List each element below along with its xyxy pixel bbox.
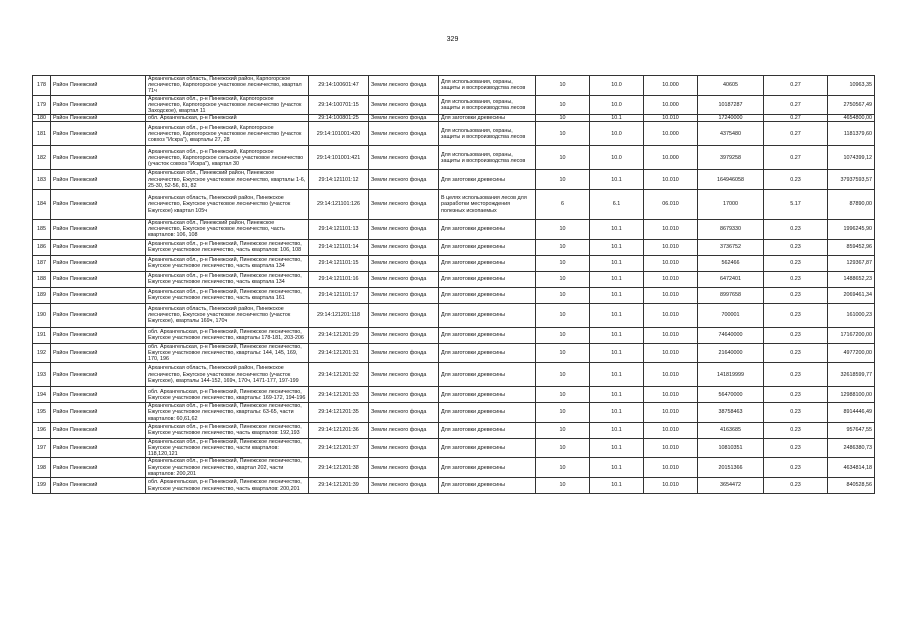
code-c-cell: 10.010	[644, 438, 698, 458]
value-cell: 2069461,34	[828, 287, 875, 303]
row-number: 192	[33, 343, 51, 363]
cadastral-number-cell: 29:14:121201:29	[309, 327, 369, 343]
table-row	[33, 115, 875, 122]
area-cell: 10810351	[698, 438, 764, 458]
rate-cell: 0.23	[764, 239, 828, 255]
code-c-cell: 10.010	[644, 363, 698, 387]
permitted-use-cell: Для использования, охраны, защиты и воспроизводства лесов	[439, 95, 536, 115]
value-cell: 1488652,23	[828, 271, 875, 287]
table-row	[33, 122, 875, 146]
code-b-cell: 10.0	[590, 146, 644, 170]
value-cell: 161000,23	[828, 303, 875, 327]
code-c-cell: 10.000	[644, 76, 698, 96]
area-cell: 141819999	[698, 363, 764, 387]
land-category-cell: Земли лесного фонда	[369, 170, 439, 190]
cadastral-number-cell: 29:14:121101:16	[309, 271, 369, 287]
row-number: 187	[33, 255, 51, 271]
land-category-cell: Земли лесного фонда	[369, 146, 439, 170]
area-cell: 20151366	[698, 458, 764, 478]
land-category-cell: Земли лесного фонда	[369, 271, 439, 287]
area-cell: 21640000	[698, 343, 764, 363]
cadastral-number-cell: 29:14:121201:38	[309, 458, 369, 478]
code-c-cell: 10.010	[644, 403, 698, 423]
district-cell: Район Пинежский	[51, 95, 146, 115]
value-cell: 129367,87	[828, 255, 875, 271]
page-number: 329	[446, 36, 459, 43]
cadastral-number-cell: 29:14:100801:25	[309, 115, 369, 122]
location-cell: Архангельская обл., р-н Пинежский, Пинежское лесничество, Ежугское участковое лесничество, часть кварталов: 192,193	[146, 422, 309, 438]
land-category-cell: Земли лесного фонда	[369, 458, 439, 478]
area-cell: 74640000	[698, 327, 764, 343]
rate-cell: 0.23	[764, 220, 828, 240]
table-row	[33, 422, 875, 438]
table-row	[33, 403, 875, 423]
row-number: 181	[33, 122, 51, 146]
row-number: 183	[33, 170, 51, 190]
permitted-use-cell: Для заготовки древесины	[439, 170, 536, 190]
code-b-cell: 10.1	[590, 115, 644, 122]
code-b-cell: 10.0	[590, 95, 644, 115]
rate-cell: 0.23	[764, 458, 828, 478]
district-cell: Район Пинежский	[51, 387, 146, 403]
permitted-use-cell: Для заготовки древесины	[439, 438, 536, 458]
code-b-cell: 10.1	[590, 303, 644, 327]
code-c-cell: 10.010	[644, 303, 698, 327]
land-category-cell: Земли лесного фонда	[369, 363, 439, 387]
code-a-cell: 10	[536, 387, 590, 403]
row-number: 190	[33, 303, 51, 327]
permitted-use-cell: Для заготовки древесины	[439, 363, 536, 387]
cadastral-number-cell: 29:14:100601:47	[309, 76, 369, 96]
cadastral-number-cell: 29:14:121201:32	[309, 363, 369, 387]
district-cell: Район Пинежский	[51, 478, 146, 494]
code-b-cell: 10.1	[590, 271, 644, 287]
row-number: 182	[33, 146, 51, 170]
code-b-cell: 10.1	[590, 255, 644, 271]
code-c-cell: 10.010	[644, 478, 698, 494]
cadastral-number-cell: 29:14:121201:37	[309, 438, 369, 458]
value-cell: 957647,55	[828, 422, 875, 438]
code-b-cell: 10.1	[590, 422, 644, 438]
land-category-cell: Земли лесного фонда	[369, 115, 439, 122]
area-cell: 10187287	[698, 95, 764, 115]
permitted-use-cell: Для использования, охраны, защиты и воспроизводства лесов	[439, 122, 536, 146]
cadastral-number-cell: 29:14:121101:126	[309, 190, 369, 220]
cadastral-number-cell: 29:14:121201:36	[309, 422, 369, 438]
location-cell: Архангельская область, Пинежский район, Пинежское лесничество, Ежугское участковое лесничество (участок Ежугское) квартал 105ч	[146, 190, 309, 220]
cadastral-number-cell: 29:14:121101:17	[309, 287, 369, 303]
rate-cell: 0.23	[764, 287, 828, 303]
row-number: 189	[33, 287, 51, 303]
table-row	[33, 343, 875, 363]
table-row	[33, 239, 875, 255]
rate-cell: 0.23	[764, 170, 828, 190]
location-cell: обл. Архангельская, р-н Пинежский, Пинежское лесничество, Ежугское участковое лесничество, кварталы: 169-172, 194-196	[146, 387, 309, 403]
row-number: 195	[33, 403, 51, 423]
land-category-cell: Земли лесного фонда	[369, 387, 439, 403]
row-number: 178	[33, 76, 51, 96]
rate-cell: 0.23	[764, 438, 828, 458]
district-cell: Район Пинежский	[51, 327, 146, 343]
table-row	[33, 327, 875, 343]
table-row	[33, 387, 875, 403]
code-b-cell: 10.1	[590, 170, 644, 190]
land-category-cell: Земли лесного фонда	[369, 343, 439, 363]
permitted-use-cell: Для заготовки древесины	[439, 478, 536, 494]
permitted-use-cell: Для заготовки древесины	[439, 403, 536, 423]
rate-cell: 0.27	[764, 95, 828, 115]
value-cell: 8914446,49	[828, 403, 875, 423]
cadastral-number-cell: 29:14:121201:118	[309, 303, 369, 327]
row-number: 196	[33, 422, 51, 438]
code-c-cell: 10.010	[644, 287, 698, 303]
value-cell: 4977200,00	[828, 343, 875, 363]
code-b-cell: 10.1	[590, 403, 644, 423]
value-cell: 1181379,60	[828, 122, 875, 146]
code-a-cell: 10	[536, 170, 590, 190]
value-cell: 2486380,73	[828, 438, 875, 458]
district-cell: Район Пинежский	[51, 115, 146, 122]
area-cell: 40605	[698, 76, 764, 96]
land-category-cell: Земли лесного фонда	[369, 438, 439, 458]
code-a-cell: 10	[536, 220, 590, 240]
land-category-cell: Земли лесного фонда	[369, 303, 439, 327]
code-a-cell: 10	[536, 478, 590, 494]
district-cell: Район Пинежский	[51, 438, 146, 458]
table-row	[33, 170, 875, 190]
location-cell: обл. Архангельская, р-н Пинежский, Пинежское лесничество, Ежугское участковое лесничество, часть кварталов: 200,201	[146, 478, 309, 494]
permitted-use-cell: Для заготовки древесины	[439, 387, 536, 403]
table-row	[33, 458, 875, 478]
district-cell: Район Пинежский	[51, 122, 146, 146]
location-cell: Архангельская обл., р-н Пинежский, Пинежское лесничество, Ежугское участковое лесничество, часть квартала 134	[146, 271, 309, 287]
land-category-cell: Земли лесного фонда	[369, 76, 439, 96]
rate-cell: 0.27	[764, 146, 828, 170]
area-cell: 17000	[698, 190, 764, 220]
rate-cell: 0.27	[764, 122, 828, 146]
district-cell: Район Пинежский	[51, 255, 146, 271]
code-a-cell: 10	[536, 115, 590, 122]
area-cell: 8997658	[698, 287, 764, 303]
area-cell: 38758463	[698, 403, 764, 423]
code-a-cell: 6	[536, 190, 590, 220]
permitted-use-cell: Для заготовки древесины	[439, 239, 536, 255]
code-a-cell: 10	[536, 122, 590, 146]
area-cell: 3736752	[698, 239, 764, 255]
table-body	[33, 76, 875, 494]
district-cell: Район Пинежский	[51, 190, 146, 220]
location-cell: обл. Архангельская, р-н Пинежский, Пинежское лесничество, Ежугское участковое лесничество, кварталы: 144, 145, 169, 170, 196	[146, 343, 309, 363]
location-cell: Архангельская область, Пинежский район, Карпогорское лесничество, Карпогорское участковое лесничество, квартал 71ч	[146, 76, 309, 96]
code-c-cell: 10.000	[644, 122, 698, 146]
district-cell: Район Пинежский	[51, 363, 146, 387]
code-c-cell: 10.010	[644, 170, 698, 190]
row-number: 198	[33, 458, 51, 478]
area-cell: 3654472	[698, 478, 764, 494]
area-cell: 4163685	[698, 422, 764, 438]
location-cell: Архангельская обл., р-н Пинежский, Пинежское лесничество, Ежугское участковое лесничество, части кварталов: 118,120,121	[146, 438, 309, 458]
permitted-use-cell: Для заготовки древесины	[439, 255, 536, 271]
permitted-use-cell: Для использования, охраны, защиты и воспроизводства лесов	[439, 76, 536, 96]
value-cell: 37937593,57	[828, 170, 875, 190]
code-c-cell: 10.000	[644, 146, 698, 170]
cadastral-number-cell: 29:14:101001:421	[309, 146, 369, 170]
location-cell: Архангельская обл., р-н Пинежский, Карпогорское лесничество, Карпогорское сельское участковое лесничество (участок совхоз "Искра"), квартал 30	[146, 146, 309, 170]
rate-cell: 0.23	[764, 303, 828, 327]
area-cell: 8679330	[698, 220, 764, 240]
table-row	[33, 303, 875, 327]
land-category-cell: Земли лесного фонда	[369, 422, 439, 438]
district-cell: Район Пинежский	[51, 271, 146, 287]
code-b-cell: 10.1	[590, 220, 644, 240]
row-number: 184	[33, 190, 51, 220]
permitted-use-cell: Для заготовки древесины	[439, 458, 536, 478]
table-row	[33, 95, 875, 115]
location-cell: Архангельская обл., р-н Пинежский, Пинежское лесничество, Ежугское участковое лесничество, часть квартала 161	[146, 287, 309, 303]
cadastral-number-cell: 29:14:121201:31	[309, 343, 369, 363]
code-a-cell: 10	[536, 303, 590, 327]
location-cell: Архангельская обл., р-н Пинежский, Карпогорское лесничество, Карпогорское участковое лесничество (участок совхоз "Искра"), кварталы 27, 28	[146, 122, 309, 146]
code-c-cell: 10.010	[644, 458, 698, 478]
rate-cell: 0.23	[764, 255, 828, 271]
code-c-cell: 10.010	[644, 387, 698, 403]
code-c-cell: 10.010	[644, 115, 698, 122]
location-cell: обл. Архангельская, р-н Пинежский, Пинежское лесничество, Ежугское участковое лесничество, кварталы 178-181, 203-206	[146, 327, 309, 343]
area-cell: 164946058	[698, 170, 764, 190]
permitted-use-cell: Для заготовки древесины	[439, 422, 536, 438]
cadastral-number-cell: 29:14:100701:15	[309, 95, 369, 115]
value-cell: 4654800,00	[828, 115, 875, 122]
cadastral-number-cell: 29:14:121101:12	[309, 170, 369, 190]
permitted-use-cell: Для заготовки древесины	[439, 327, 536, 343]
land-category-cell: Земли лесного фонда	[369, 95, 439, 115]
rate-cell: 0.23	[764, 478, 828, 494]
code-b-cell: 10.1	[590, 438, 644, 458]
land-category-cell: Земли лесного фонда	[369, 122, 439, 146]
rate-cell: 0.23	[764, 271, 828, 287]
table-row	[33, 146, 875, 170]
location-cell: Архангельская обл., Пинежский район, Пинежское лесничество, Ежугское участковое лесничество, часть кварталов: 106, 108	[146, 220, 309, 240]
table-row	[33, 363, 875, 387]
table-row	[33, 190, 875, 220]
district-cell: Район Пинежский	[51, 170, 146, 190]
district-cell: Район Пинежский	[51, 303, 146, 327]
location-cell: Архангельская область, Пинежский район, Пинежское лесничество, Ежугское участковое лесничество (участок Ежугское), кварталы 169ч, 170ч	[146, 303, 309, 327]
code-a-cell: 10	[536, 287, 590, 303]
table-row	[33, 478, 875, 494]
area-cell: 562466	[698, 255, 764, 271]
district-cell: Район Пинежский	[51, 403, 146, 423]
code-b-cell: 10.1	[590, 287, 644, 303]
value-cell: 2750567,49	[828, 95, 875, 115]
rate-cell: 0.23	[764, 363, 828, 387]
permitted-use-cell: Для заготовки древесины	[439, 115, 536, 122]
area-cell: 17240000	[698, 115, 764, 122]
district-cell: Район Пинежский	[51, 76, 146, 96]
location-cell: Архангельская обл., р-н Пинежский, Карпогорское лесничество, Карпогорское участковое лесничество (участок Заходское), квартал 11	[146, 95, 309, 115]
code-c-cell: 10.010	[644, 271, 698, 287]
code-b-cell: 6.1	[590, 190, 644, 220]
cadastral-number-cell: 29:14:121201:39	[309, 478, 369, 494]
permitted-use-cell: Для заготовки древесины	[439, 271, 536, 287]
permitted-use-cell: Для заготовки древесины	[439, 343, 536, 363]
permitted-use-cell: Для заготовки древесины	[439, 287, 536, 303]
code-a-cell: 10	[536, 146, 590, 170]
code-b-cell: 10.1	[590, 327, 644, 343]
cadastral-number-cell: 29:14:121101:13	[309, 220, 369, 240]
value-cell: 17167200,00	[828, 327, 875, 343]
rate-cell: 5.17	[764, 190, 828, 220]
code-c-cell: 10.010	[644, 422, 698, 438]
row-number: 191	[33, 327, 51, 343]
code-a-cell: 10	[536, 458, 590, 478]
code-a-cell: 10	[536, 438, 590, 458]
permitted-use-cell: Для использования, охраны, защиты и воспроизводства лесов	[439, 146, 536, 170]
land-category-cell: Земли лесного фонда	[369, 220, 439, 240]
land-category-cell: Земли лесного фонда	[369, 287, 439, 303]
district-cell: Район Пинежский	[51, 146, 146, 170]
code-a-cell: 10	[536, 327, 590, 343]
cadastral-number-cell: 29:14:101001:420	[309, 122, 369, 146]
land-category-cell: Земли лесного фонда	[369, 255, 439, 271]
location-cell: Архангельская обл., Пинежский район, Пинежское лесничество, Ежугское участковое лесничество, кварталы 1-6, 25-30, 52-56, 81, 82	[146, 170, 309, 190]
code-b-cell: 10.0	[590, 122, 644, 146]
area-cell: 4375480	[698, 122, 764, 146]
row-number: 197	[33, 438, 51, 458]
table-row	[33, 220, 875, 240]
row-number: 185	[33, 220, 51, 240]
land-register-table	[32, 75, 875, 494]
area-cell: 56470000	[698, 387, 764, 403]
code-b-cell: 10.1	[590, 387, 644, 403]
area-cell: 6472401	[698, 271, 764, 287]
code-c-cell: 10.010	[644, 343, 698, 363]
rate-cell: 0.27	[764, 115, 828, 122]
row-number: 193	[33, 363, 51, 387]
code-a-cell: 10	[536, 239, 590, 255]
land-category-cell: Земли лесного фонда	[369, 403, 439, 423]
code-c-cell: 10.010	[644, 327, 698, 343]
value-cell: 1074399,12	[828, 146, 875, 170]
cadastral-number-cell: 29:14:121201:33	[309, 387, 369, 403]
code-c-cell: 06.010	[644, 190, 698, 220]
land-category-cell: Земли лесного фонда	[369, 327, 439, 343]
permitted-use-cell: В целях использования лесов для разработки месторождения полезных ископаемых	[439, 190, 536, 220]
table-row	[33, 255, 875, 271]
code-a-cell: 10	[536, 363, 590, 387]
land-category-cell: Земли лесного фонда	[369, 478, 439, 494]
code-b-cell: 10.1	[590, 239, 644, 255]
district-cell: Район Пинежский	[51, 422, 146, 438]
land-category-cell: Земли лесного фонда	[369, 190, 439, 220]
row-number: 194	[33, 387, 51, 403]
row-number: 186	[33, 239, 51, 255]
row-number: 199	[33, 478, 51, 494]
district-cell: Район Пинежский	[51, 458, 146, 478]
code-c-cell: 10.010	[644, 239, 698, 255]
code-b-cell: 10.0	[590, 76, 644, 96]
location-cell: Архангельская обл., р-н Пинежский, Пинежское лесничество, Ежугское участковое лесничество, часть квартала 134	[146, 255, 309, 271]
value-cell: 4634814,18	[828, 458, 875, 478]
code-a-cell: 10	[536, 271, 590, 287]
rate-cell: 0.23	[764, 422, 828, 438]
cadastral-number-cell: 29:14:121101:15	[309, 255, 369, 271]
code-c-cell: 10.010	[644, 255, 698, 271]
rate-cell: 0.27	[764, 76, 828, 96]
location-cell: Архангельская обл., р-н Пинежский, Пинежское лесничество, Ежугское участковое лесничество, кварталы: 63-65, части кварталов: 60,61,62	[146, 403, 309, 423]
row-number: 179	[33, 95, 51, 115]
code-c-cell: 10.000	[644, 95, 698, 115]
code-b-cell: 10.1	[590, 478, 644, 494]
location-cell: обл. Архангельская, р-н Пинежский	[146, 115, 309, 122]
table-row	[33, 76, 875, 96]
location-cell: Архангельская обл., р-н Пинежский, Пинежское лесничество, Ежугское участковое лесничество, часть кварталов: 106, 108	[146, 239, 309, 255]
row-number: 188	[33, 271, 51, 287]
cadastral-number-cell: 29:14:121201:35	[309, 403, 369, 423]
value-cell: 859452,96	[828, 239, 875, 255]
code-b-cell: 10.1	[590, 363, 644, 387]
code-c-cell: 10.010	[644, 220, 698, 240]
rate-cell: 0.23	[764, 387, 828, 403]
value-cell: 1996245,90	[828, 220, 875, 240]
district-cell: Район Пинежский	[51, 220, 146, 240]
value-cell: 32618599,77	[828, 363, 875, 387]
area-cell: 700001	[698, 303, 764, 327]
table-row	[33, 287, 875, 303]
cadastral-number-cell: 29:14:121101:14	[309, 239, 369, 255]
rate-cell: 0.23	[764, 343, 828, 363]
table-row	[33, 438, 875, 458]
code-b-cell: 10.1	[590, 458, 644, 478]
location-cell: Архангельская обл., р-н Пинежский, Пинежское лесничество, Ежугское участковое лесничество, квартал 202, части кварталов: 200,201	[146, 458, 309, 478]
permitted-use-cell: Для заготовки древесины	[439, 303, 536, 327]
value-cell: 840528,56	[828, 478, 875, 494]
code-a-cell: 10	[536, 76, 590, 96]
land-category-cell: Земли лесного фонда	[369, 239, 439, 255]
code-a-cell: 10	[536, 422, 590, 438]
code-b-cell: 10.1	[590, 343, 644, 363]
code-a-cell: 10	[536, 343, 590, 363]
code-a-cell: 10	[536, 403, 590, 423]
row-number: 180	[33, 115, 51, 122]
district-cell: Район Пинежский	[51, 287, 146, 303]
permitted-use-cell: Для заготовки древесины	[439, 220, 536, 240]
rate-cell: 0.23	[764, 327, 828, 343]
district-cell: Район Пинежский	[51, 343, 146, 363]
area-cell: 3979258	[698, 146, 764, 170]
code-a-cell: 10	[536, 95, 590, 115]
value-cell: 12988100,00	[828, 387, 875, 403]
table-row	[33, 271, 875, 287]
district-cell: Район Пинежский	[51, 239, 146, 255]
value-cell: 10963,35	[828, 76, 875, 96]
code-a-cell: 10	[536, 255, 590, 271]
location-cell: Архангельская область, Пинежский район, Пинежское лесничество, Ежугское участковое лесничество (участок Ежугское), кварталы 144-152, 169ч, 170ч, 1471-177, 197-199	[146, 363, 309, 387]
rate-cell: 0.23	[764, 403, 828, 423]
value-cell: 87890,00	[828, 190, 875, 220]
